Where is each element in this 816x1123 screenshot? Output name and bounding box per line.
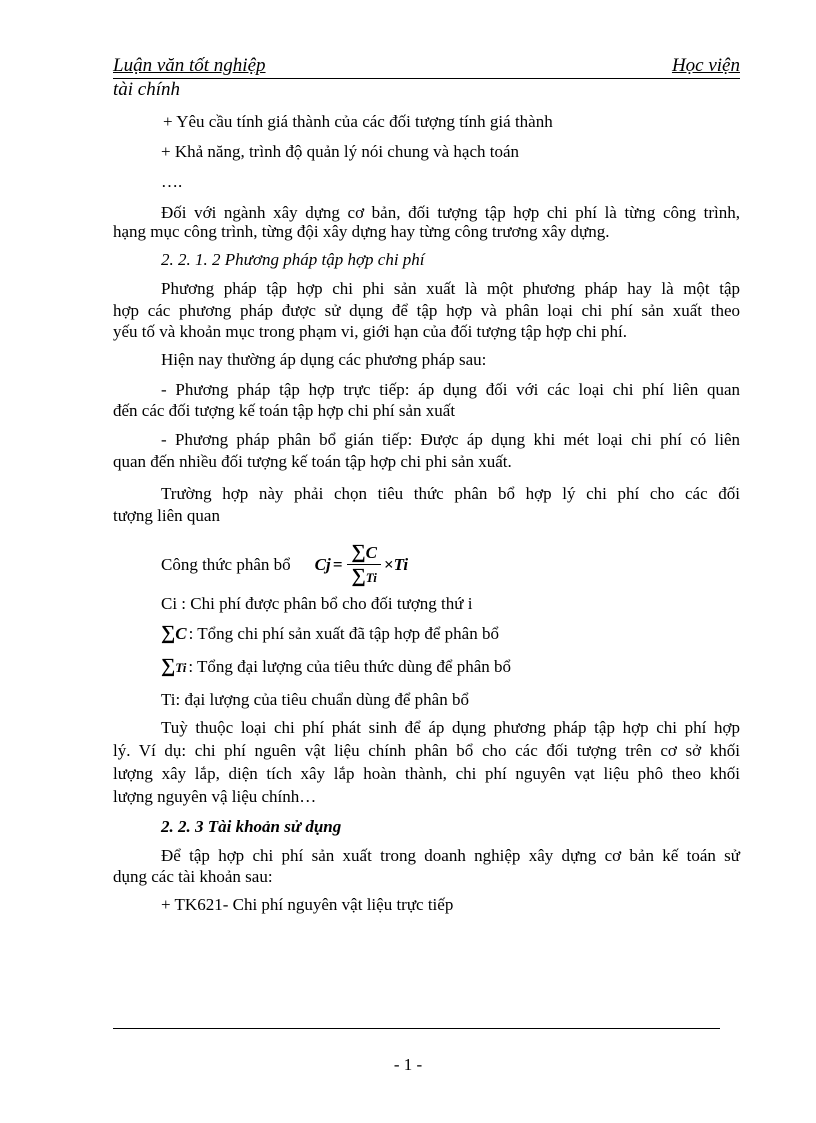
header-rule (113, 55, 740, 79)
page-header (113, 55, 740, 101)
formula-label: Công thức phân bổ (161, 555, 291, 574)
paragraph-line: Đối với ngành xây dựng cơ bản, đối tượng tập hợp chi phí là từng công trình, (161, 203, 740, 222)
paragraph-line: tượng liên quan (113, 506, 220, 525)
sigma-symbol: ∑ (161, 655, 176, 677)
definition-sum-ti (161, 656, 511, 678)
formula-equals: = (332, 555, 343, 574)
paragraph-line: Trường hợp này phải chọn tiêu thức phân bổ hợp lý chi phí cho các đối (161, 484, 740, 503)
sigma-symbol: ∑ (351, 565, 366, 587)
denominator-var: Ti (365, 570, 377, 585)
formula-denominator (352, 565, 377, 588)
paragraph-line: - Phương pháp tập hợp trực tiếp: áp dụng đối với các loại chi phí liên quan (161, 380, 740, 399)
header-continuation: tài chính (113, 79, 181, 100)
allocation-formula (315, 542, 409, 588)
section-heading: 2. 2. 3 Tài khoản sử dụng (161, 817, 342, 836)
header-right-text: Học viện (671, 55, 740, 76)
paragraph-line: yếu tố và khoản mục trong phạm vi, giới hạn của đối tượng tập hợp chi phí. (113, 322, 627, 341)
bullet-capability: + Khả năng, trình độ quản lý nói chung và hạch toán (161, 142, 520, 161)
paragraph-line: đến các đối tượng kế toán tập hợp chi phí sản xuất (113, 401, 456, 420)
definition-ti: Ti: đại lượng của tiêu chuẩn dùng để phân bổ (161, 690, 469, 709)
formula-times: × (383, 555, 394, 574)
paragraph-line: quan đến nhiều đối tượng kế toán tập hợp chi phi sản xuất. (113, 452, 512, 471)
numerator-var: C (365, 543, 377, 562)
page-number: - 1 - (393, 1055, 423, 1074)
definition-ci: Ci : Chi phí được phân bổ cho đối tượng thứ i (161, 594, 473, 613)
definition-text: : Tổng đại lượng của tiêu thức dùng để phân bổ (188, 657, 511, 676)
sum-c-symbol (161, 624, 187, 643)
formula-fraction (347, 542, 381, 588)
paragraph-line: hạng mục công trình, từng đội xây dựng hay từng công trương xây dựng. (113, 222, 610, 241)
paragraph-line: Hiện nay thường áp dụng các phương pháp sau: (161, 350, 487, 369)
bullet-requirement: + Yêu cầu tính giá thành của các đối tượng tính giá thành (163, 112, 553, 131)
paragraph-line: Tuỳ thuộc loại chi phí phát sinh để áp dụng phương pháp tập hợp chi phí hợp (161, 718, 740, 737)
paragraph-line: lượng nguyên vậ liệu chính… (113, 787, 317, 806)
formula-rhs: Ti (393, 555, 409, 574)
sum-ti-symbol (161, 657, 186, 676)
definition-sum-c (161, 623, 499, 644)
header-left-text: Luận văn tốt nghiệp (113, 55, 266, 76)
paragraph-line: - Phương pháp phân bổ gián tiếp: Được áp dụng khi mét loại chi phí có liên (161, 430, 740, 449)
definition-text: : Tổng chi phí sản xuất đã tập hợp để phân bổ (188, 624, 499, 643)
paragraph-line: Để tập hợp chi phí sản xuất trong doanh nghiệp xây dựng cơ bản kế toán sử (161, 846, 740, 865)
symbol-var: Ti (175, 660, 187, 675)
paragraph-line: Phương pháp tập hợp chi phi sản xuất là một phương pháp hay là một tập (161, 279, 740, 298)
symbol-var: C (175, 624, 187, 643)
paragraph-line: dụng các tài khoản sau: (113, 867, 273, 886)
paragraph-line: hợp các phương pháp được sử dụng để tập hợp và phân loại chi phí sản xuất theo (113, 301, 740, 320)
formula-lhs: Cj (314, 555, 331, 574)
paragraph-line: lượng xây lắp, diện tích xây lắp hoàn thành, chi phí nguyên vạt liệu phô theo khối (113, 764, 740, 783)
ellipsis-line: …. (161, 172, 183, 191)
formula-numerator (347, 542, 381, 565)
paragraph-line: lý. Ví dụ: chi phí nguên vật liệu chính phân bổ cho các đối tượng trên cơ sở khối (113, 741, 740, 760)
formula-row (161, 540, 408, 590)
footer-rule (113, 1028, 720, 1029)
section-heading: 2. 2. 1. 2 Phương pháp tập hợp chi phí (161, 250, 425, 269)
sigma-symbol: ∑ (351, 541, 366, 563)
bullet-tk621: + TK621- Chi phí nguyên vật liệu trực tiếp (161, 895, 454, 914)
sigma-symbol: ∑ (161, 622, 176, 644)
